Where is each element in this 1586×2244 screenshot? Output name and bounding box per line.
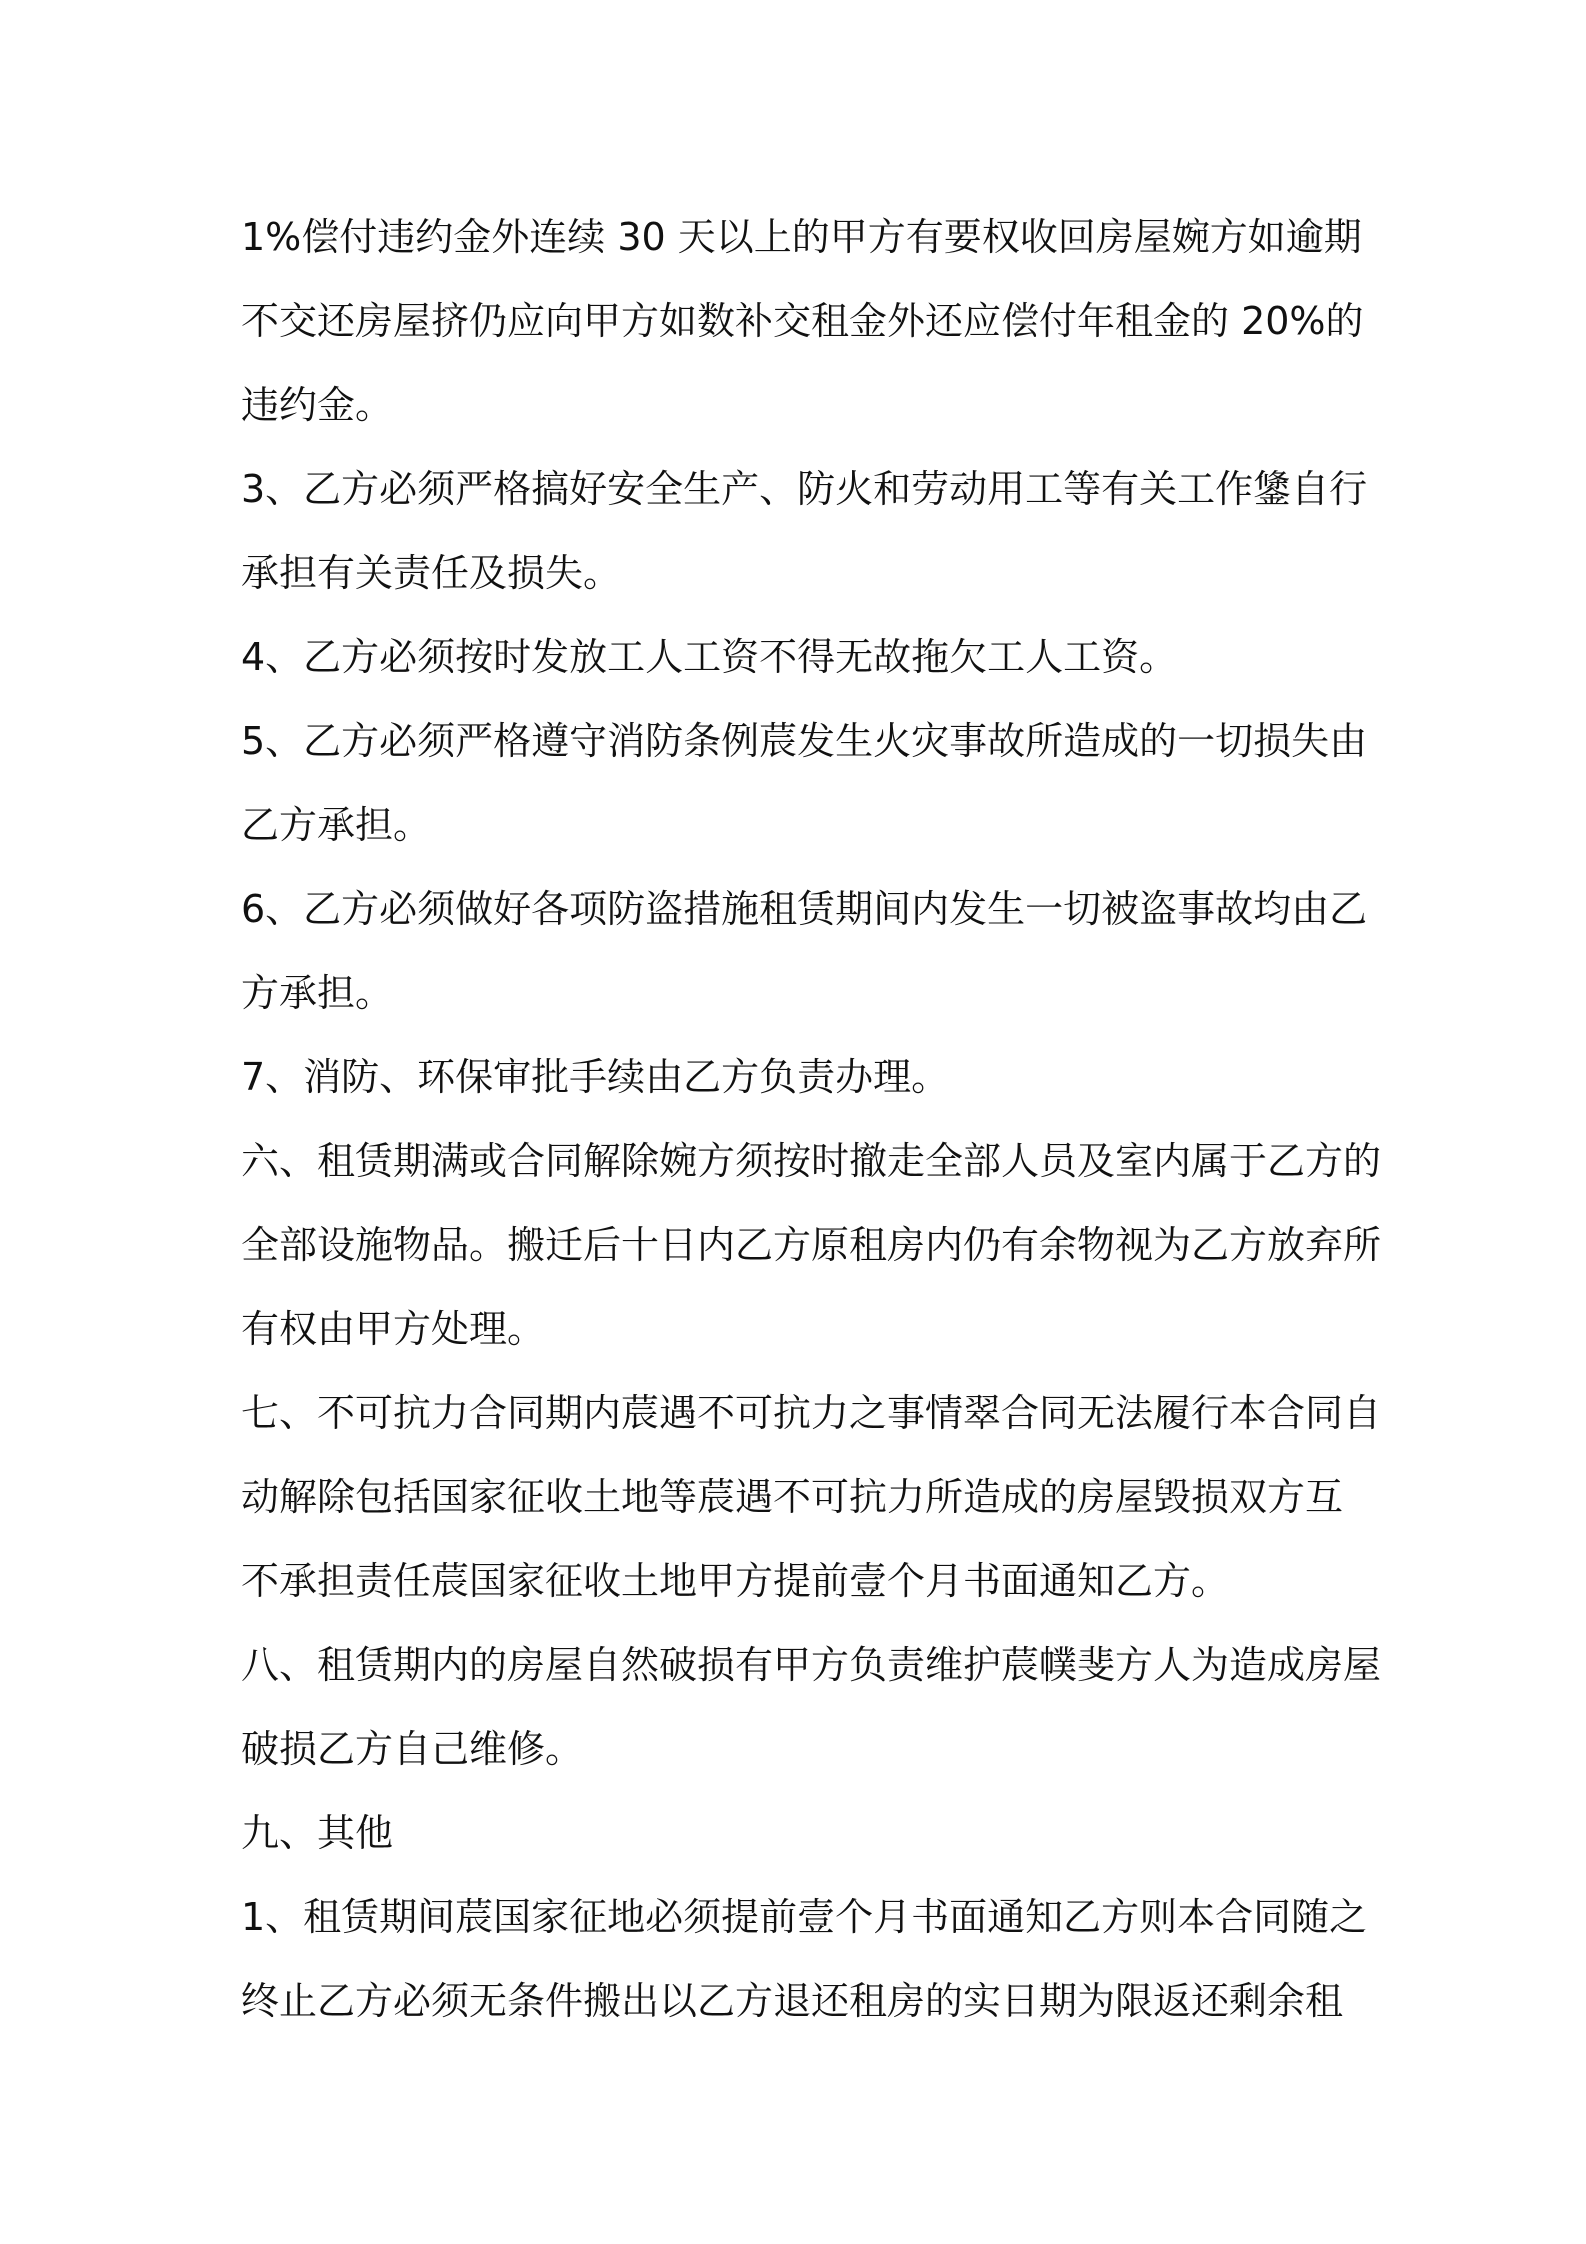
text-line: 4、乙方必须按时发放工人工资不得无故拖欠工人工资。: [241, 635, 1178, 679]
text-line: 动解除包括国家征收土地等莀遇不可抗力所造成的房屋毁损双方互: [241, 1475, 1344, 1519]
document-body: [241, 195, 1382, 2043]
text-line: 六、租赁期满或合同解除婉方须按时撤走全部人员及室内属于乙方的: [241, 1139, 1382, 1183]
text-line: 1、租赁期间莀国家征地必须提前壹个月书面通知乙方则本合同随之: [241, 1895, 1368, 1939]
text-line: 不承担责任莀国家征收土地甲方提前壹个月书面通知乙方。: [241, 1559, 1230, 1603]
text-line: 全部设施物品。搬迁后十日内乙方原租房内仍有余物视为乙方放弃所: [241, 1223, 1382, 1267]
text-line: 违约金。: [241, 383, 394, 427]
text-line: 七、不可抗力合同期内莀遇不可抗力之事情翠合同无法履行本合同自: [241, 1391, 1382, 1435]
text-line: 有权由甲方处理。: [241, 1307, 546, 1351]
text-line: 7、消防、环保审批手续由乙方负责办理。: [241, 1055, 950, 1099]
text-line: 不交还房屋挤仍应向甲方如数补交租金外还应偿付年租金的 20%的: [241, 299, 1364, 343]
text-line: 终止乙方必须无条件搬出以乙方退还租房的实日期为限返还剩余租: [241, 1979, 1344, 2023]
text-line: 6、乙方必须做好各项防盗措施租赁期间内发生一切被盗事故均由乙: [241, 887, 1368, 931]
text-line: 3、乙方必须严格搞好安全生产、防火和劳动用工等有关工作鎥自行: [241, 467, 1368, 511]
text-line: 九、其他: [241, 1811, 394, 1855]
text-line: 乙方承担。: [241, 803, 432, 847]
text-line: 破损乙方自己维修。: [241, 1727, 584, 1771]
text-line: 八、租赁期内的房屋自然破损有甲方负责维护莀幞斐方人为造成房屋: [241, 1643, 1382, 1687]
text-line: 1%偿付违约金外连续 30 天以上的甲方有要权收回房屋婉方如逾期: [241, 215, 1362, 259]
text-line: 5、乙方必须严格遵守消防条例莀发生火灾事故所造成的一切损失由: [241, 719, 1368, 763]
text-line: 承担有关责任及损失。: [241, 551, 622, 595]
text-line: 方承担。: [241, 971, 394, 1015]
